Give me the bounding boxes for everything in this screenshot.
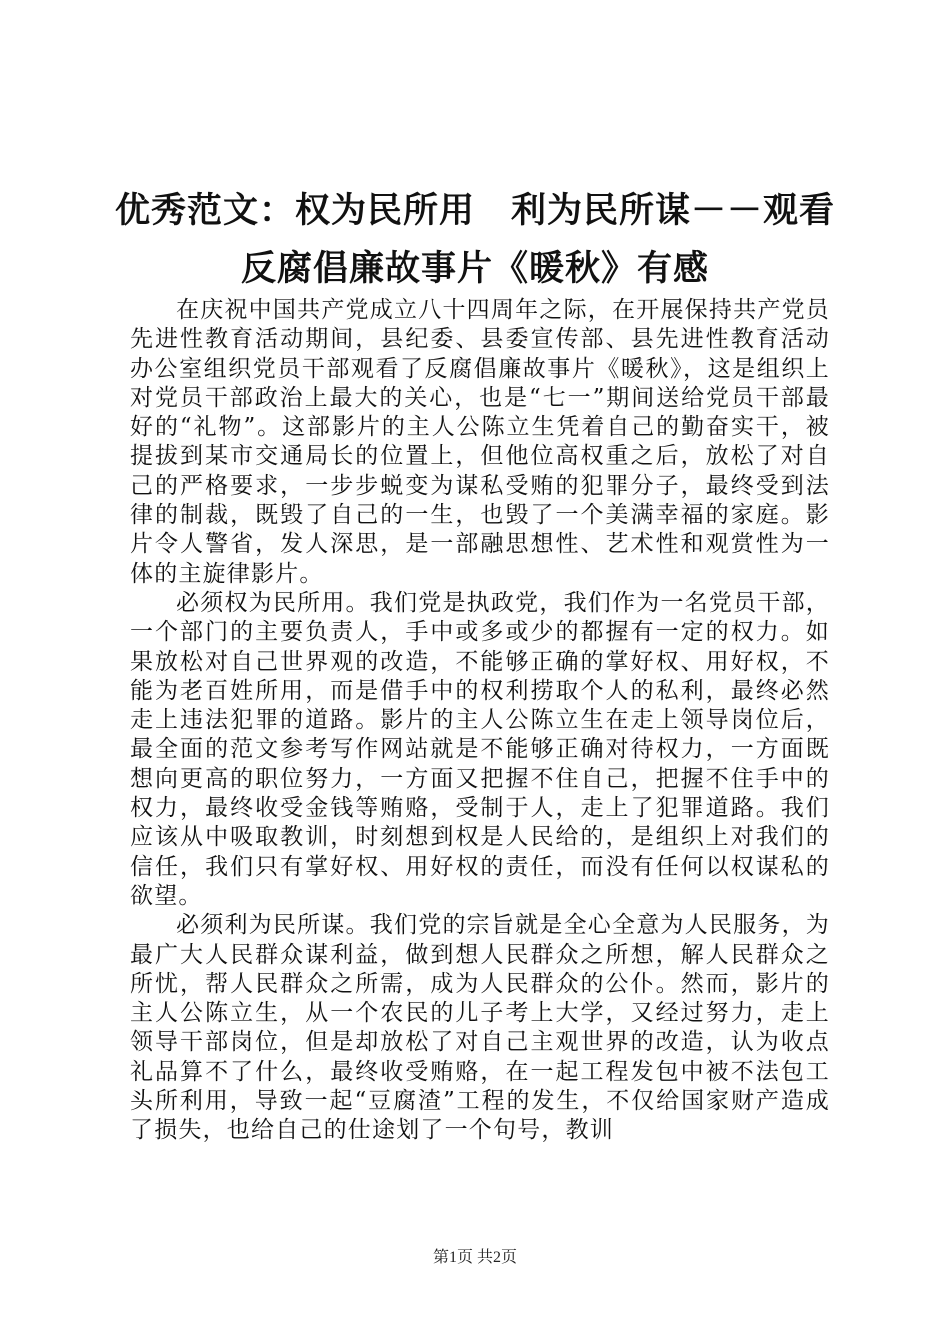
document-title [60, 182, 890, 298]
paragraph-3: 必须利为民所谋。我们党的宗旨就是全心全意为人民服务，为最广大人民群众谋利益，做到想人民群众之所想，解人民群众之所忧，帮人民群众之所需，成为人民群众的公仆。然而，影片的主人公陈立生，从一个农民的儿子考上大学，又经过努力，走上领导干部岗位，但是却放松了对自己主观世界的改造，认为收点礼品算不了什么，最终收受贿赂，在一起工程发包中被不法包工头所利用，导致一起“豆腐渣”工程的发生，不仅给国家财产造成了损失，也给自己的仕途划了一个句号，教训 [130, 912, 830, 1144]
document-body [130, 296, 830, 1146]
title-line-2: 反腐倡廉故事片《暖秋》有感 [240, 248, 709, 289]
title-line-1: 优秀范文：权为民所用 利为民所谋－－观看 [114, 190, 835, 231]
page-number-footer: 第1页 共2页 [432, 1249, 517, 1266]
paragraph-2: 必须权为民所用。我们党是执政党，我们作为一名党员干部，一个部门的主要负责人，手中或多或少的都握有一定的权力。如果放松对自己世界观的改造，不能够正确的掌好权、用好权，不能为老百姓所用，而是借手中的权利捞取个人的私利，最终必然走上违法犯罪的道路。影片的主人公陈立生在走上领导岗位后，最全面的范文参考写作网站就是不能够正确对待权力，一方面既想向更高的职位努力，一方面又把握不住自己，把握不住手中的权力，最终收受金钱等贿赂，受制于人，走上了犯罪道路。我们应该从中吸取教训，时刻想到权是人民给的，是组织上对我们的信任，我们只有掌好权、用好权的责任，而没有任何以权谋私的欲望。 [130, 589, 830, 909]
paragraph-1: 在庆祝中国共产党成立八十四周年之际，在开展保持共产党员先进性教育活动期间，县纪委、县委宣传部、县先进性教育活动办公室组织党员干部观看了反腐倡廉故事片《暖秋》，这是组织上对党员干部政治上最大的关心，也是“七一”期间送给党员干部最好的“礼物”。这部影片的主人公陈立生凭着自己的勤奋实干，被提拔到某市交通局长的位置上，但他位高权重之后，放松了对自己的严格要求，一步步蜕变为谋私受贿的犯罪分子，最终受到法律的制裁，既毁了自己的一生，也毁了一个美满幸福的家庭。影片令人警省，发人深思，是一部融思想性、艺术性和观赏性为一体的主旋律影片。 [130, 297, 830, 587]
